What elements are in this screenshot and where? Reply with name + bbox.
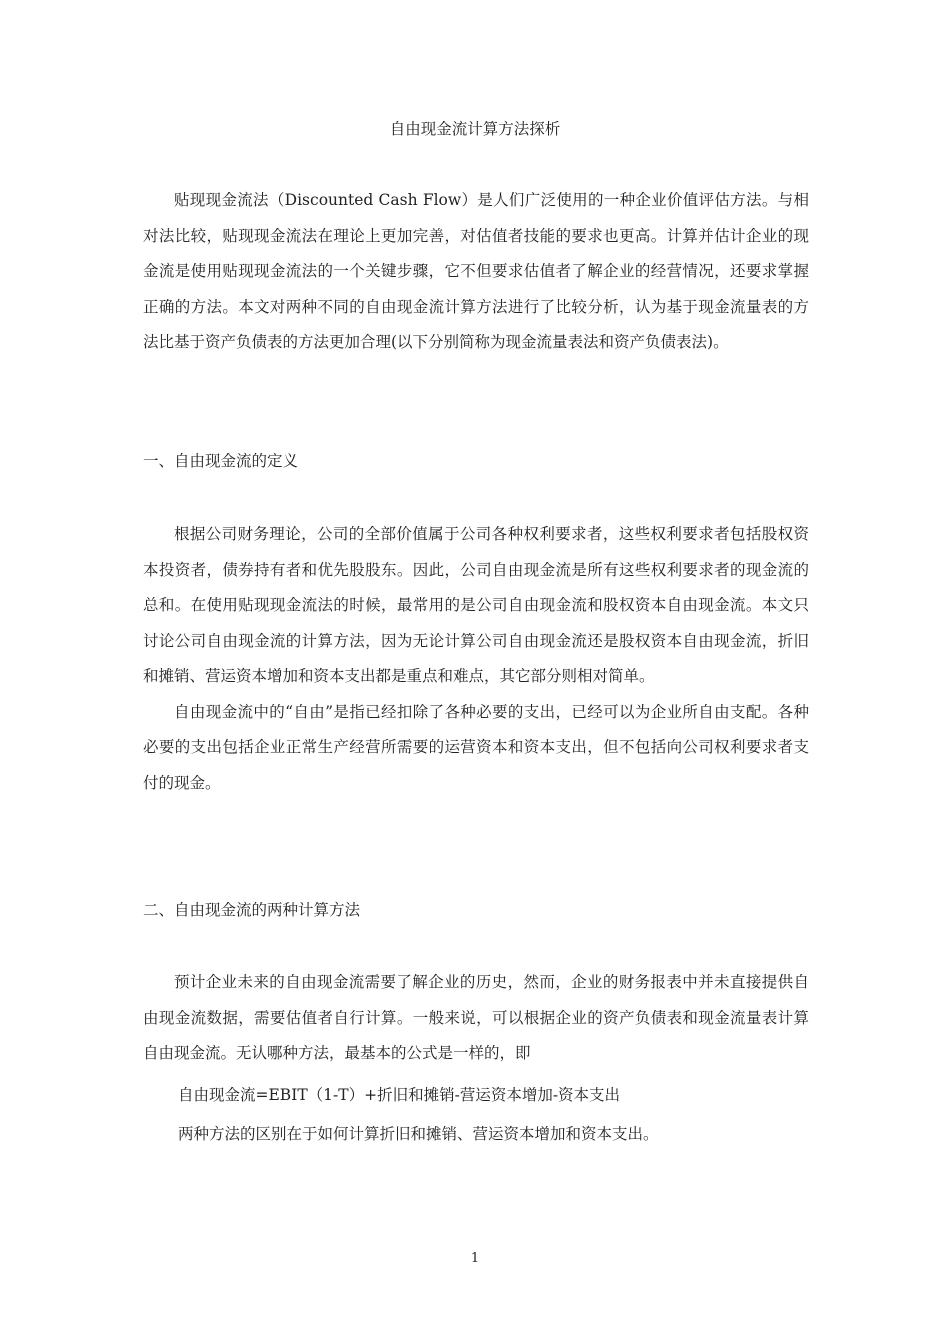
intro-paragraph: 贴现现金流法（Discounted Cash Flow）是人们广泛使用的一种企业价值评估方法。与相对法比较，贴现现金流法在理论上更加完善，对估值者技能的要求也更高。计算并估计企业的现金流是使用贴现现金流法的一个关键步骤，它不但要求估值者了解企业的经营情况，还要求掌握正确的方法。本文对两种不同的自由现金流计算方法进行了比较分析，认为基于现金流量表的方法比基于资产负债表的方法更加合理(以下分别简称为现金流量表法和资产负债表法)。	[143, 191, 809, 351]
section-1-paragraph-2: 自由现金流中的“自由”是指已经扣除了各种必要的支出，已经可以为企业所自由支配。各种必要的支出包括企业正常生产经营所需要的运营资本和资本支出，但不包括向公司权利要求者支付的现金。	[143, 702, 809, 792]
section-2-paragraph-1: 预计企业未来的自由现金流需要了解企业的历史，然而，企业的财务报表中并未直接提供自由现金流数据，需要估值者自行计算。一般来说，可以根据企业的资产负债表和现金流量表计算自由现金流。无认哪种方法，最基本的公式是一样的，即	[143, 973, 809, 1062]
section-1-heading: 一、自由现金流的定义	[143, 452, 299, 470]
section-1-paragraph-1: 根据公司财务理论，公司的全部价值属于公司各种权利要求者，这些权利要求者包括股权资本投资者，债券持有者和优先股股东。因此，公司自由现金流是所有这些权利要求者的现金流的总和。在使用贴现现金流法的时候，最常用的是公司自由现金流和股权资本自由现金流。本文只讨论公司自由现金流的计算方法，因为无论计算公司自由现金流还是股权资本自由现金流，折旧和摊销、营运资本增加和资本支出都是重点和难点，其它部分则相对简单。	[143, 525, 809, 685]
section-2-body	[143, 965, 809, 1072]
section-2-paragraph-2: 两种方法的区别在于如何计算折旧和摊销、营运资本增加和资本支出。	[178, 1125, 659, 1143]
page-number: 1	[470, 1251, 480, 1266]
document-title: 自由现金流计算方法探析	[389, 120, 561, 138]
intro-paragraph-block	[143, 183, 809, 361]
free-cash-flow-formula: 自由现金流=EBIT（1-T）+折旧和摊销-营运资本增加-资本支出	[178, 1086, 621, 1104]
section-2-heading: 二、自由现金流的两种计算方法	[143, 901, 361, 919]
section-1-body	[143, 517, 809, 801]
